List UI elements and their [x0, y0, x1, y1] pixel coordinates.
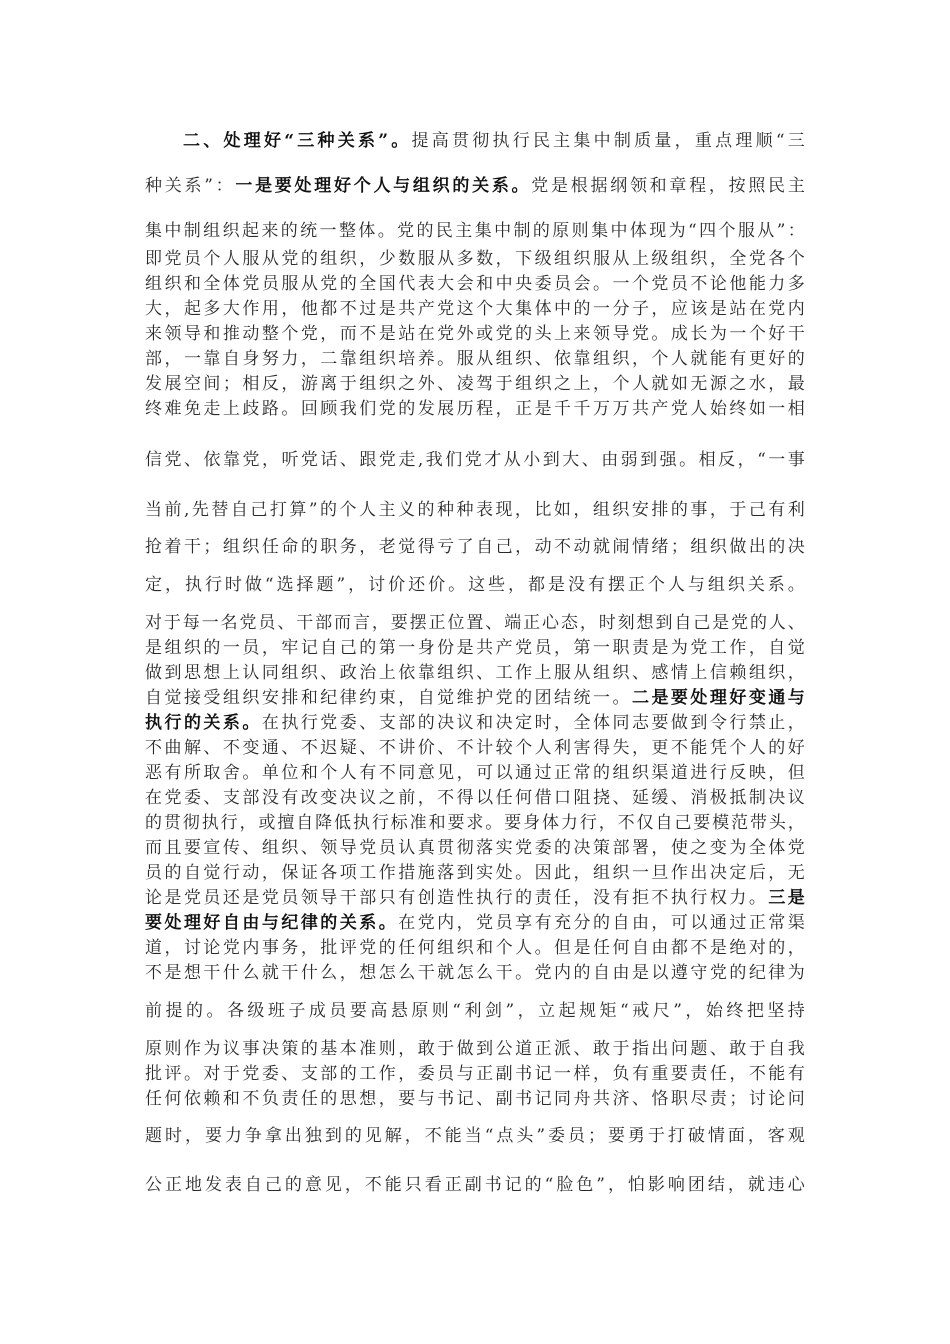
bold-heading-text: 一是要处理好个人与组织的关系。	[235, 176, 532, 196]
body-text: 来领导和推动整个党，而不是站在党外或党的头上来领导党。成长为一个好干	[145, 324, 805, 344]
body-text: 抢着干；组织任命的职务，老觉得亏了自己，动不动就闹情绪；组织做出的决	[145, 537, 805, 557]
text-line	[145, 998, 805, 1024]
body-text: 提高贯彻执行民主集中制质量，重点理顺“三	[411, 131, 805, 151]
text-line	[145, 1061, 805, 1087]
text-line	[145, 1123, 805, 1149]
body-text: 在党内，党员享有充分的自由，可以通过正常渠	[398, 913, 805, 933]
text-line	[145, 218, 805, 244]
body-text: 批评。对于党委、支部的工作，委员与正副书记一样，负有重要责任，不能有	[145, 1064, 805, 1084]
text-line	[145, 396, 805, 422]
body-text: 自觉接受组织安排和纪律约束，自觉维护党的团结统一。	[145, 688, 632, 708]
text-line	[145, 246, 805, 272]
text-line	[145, 173, 805, 199]
body-text: 道，讨论党内事务，批评党的任何组织和个人。但是任何自由都不是绝对的，	[145, 938, 805, 958]
body-text: 员的自觉行动，保证各项工作措施落到实处。因此，组织一旦作出决定后，无	[145, 863, 805, 883]
body-text: 做到思想上认同组织、政治上依靠组织、工作上服从组织、感情上信赖组织，	[145, 663, 805, 683]
text-line	[145, 885, 805, 911]
body-text: 题时，要力争拿出独到的见解，不能当“点头”委员；要勇于打破情面，客观	[145, 1126, 805, 1146]
body-text: 集中制组织起来的统一整体。党的民主集中制的原则集中体现为“四个服从”：	[145, 221, 805, 241]
body-text: 在执行党委、支部的决议和决定时，全体同志要做到令行禁止，	[261, 713, 805, 733]
text-line	[145, 1172, 805, 1198]
body-text: 定，执行时做“选择题”，讨价还价。这些，都是没有摆正个人与组织关系。	[145, 575, 805, 595]
text-line	[145, 710, 805, 736]
text-line	[145, 835, 805, 861]
text-line	[145, 296, 805, 322]
body-text: 的贯彻执行，或擅自降低执行标准和要求。要身体力行，不仅自己要模范带头，	[145, 813, 805, 833]
body-text: 终难免走上歧路。回顾我们党的发展历程，正是千千万万共产党人始终如一相	[145, 399, 805, 419]
text-line	[145, 321, 805, 347]
text-line	[145, 935, 805, 961]
body-text: 公正地发表自己的意见，不能只看正副书记的“脸色”，怕影响团结，就违心	[145, 1175, 805, 1195]
body-text: 信党、依靠党，听党话、跟党走,我们党才从小到大、由弱到强。相反，“一事	[145, 450, 805, 470]
bold-heading-text: 二、处理好“三种关系”。	[183, 131, 412, 151]
text-line	[145, 610, 805, 636]
text-line	[145, 271, 805, 297]
bold-heading-text: 三是	[768, 888, 805, 908]
body-text: 大，起多大作用，他都不过是共产党这个大集体中的一分子，应该是站在党内	[145, 299, 805, 319]
text-line	[145, 785, 805, 811]
text-line	[145, 685, 805, 711]
body-text: 论是党员还是党员领导干部只有创造性执行的责任，没有拒不执行权力。	[145, 888, 769, 908]
bold-heading-text: 执行的关系。	[145, 713, 262, 733]
body-text: 对于每一名党员、干部而言，要摆正位置、端正心态，时刻想到自己是党的人、	[145, 613, 805, 633]
body-text: 当前,先替自己打算”的个人主义的种种表现，比如，组织安排的事，于己有利	[145, 500, 805, 520]
body-text: 恶有所取舍。单位和个人有不同意见，可以通过正常的组织渠道进行反映，但	[145, 763, 805, 783]
body-text: 不是想干什么就干什么，想怎么干就怎么干。党内的自由是以遵守党的纪律为	[145, 963, 805, 983]
body-text: 发展空间；相反，游离于组织之外、凌驾于组织之上，个人就如无源之水，最	[145, 374, 805, 394]
text-line	[145, 346, 805, 372]
text-line	[183, 128, 805, 154]
text-line	[145, 497, 805, 523]
text-line	[145, 534, 805, 560]
body-text: 党是根据纲领和章程，按照民主	[531, 176, 805, 196]
text-line	[145, 810, 805, 836]
bold-heading-text: 二是要处理好变通与	[631, 688, 805, 708]
body-text: 不曲解、不变通、不迟疑、不讲价、不计较个人利害得失，更不能凭个人的好	[145, 738, 805, 758]
body-text: 是组织的一员，牢记自己的第一身份是共产党员，第一职责是为党工作，自觉	[145, 638, 805, 658]
body-text: 而且要宣传、组织、领导党员认真贯彻落实党委的决策部署，使之变为全体党	[145, 838, 805, 858]
body-text: 在党委、支部没有改变决议之前，不得以任何借口阻挠、延缓、消极抵制决议	[145, 788, 805, 808]
body-text: 组织和全体党员服从党的全国代表大会和中央委员会。一个党员不论他能力多	[145, 274, 805, 294]
text-line	[145, 1036, 805, 1062]
text-line	[145, 371, 805, 397]
body-text: 原则作为议事决策的基本准则，敢于做到公道正派、敢于指出问题、敢于自我	[145, 1039, 805, 1059]
bold-heading-text: 要处理好自由与纪律的关系。	[145, 913, 399, 933]
body-text: 部，一靠自身努力，二靠组织培养。服从组织、依靠组织，个人就能有更好的	[145, 349, 805, 369]
text-line	[145, 1086, 805, 1112]
body-text: 即党员个人服从党的组织，少数服从多数，下级组织服从上级组织，全党各个	[145, 249, 805, 269]
body-text: 种关系”：	[145, 176, 236, 196]
text-line	[145, 660, 805, 686]
text-line	[145, 910, 805, 936]
text-line	[145, 960, 805, 986]
body-text: 任何依赖和不负责任的思想，要与书记、副书记同舟共济、恪职尽责；讨论问	[145, 1089, 805, 1109]
text-line	[145, 735, 805, 761]
text-line	[145, 860, 805, 886]
text-line	[145, 447, 805, 473]
body-text: 前提的。各级班子成员要高悬原则“利剑”，立起规矩“戒尺”，始终把坚持	[145, 1001, 805, 1021]
text-line	[145, 635, 805, 661]
text-line	[145, 760, 805, 786]
text-line	[145, 572, 805, 598]
